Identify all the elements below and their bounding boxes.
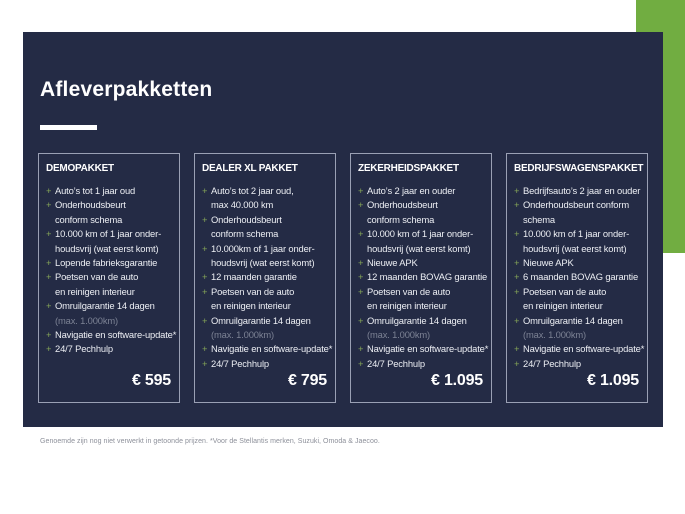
feature-text: 10.000 km of 1 jaar onder- houdsvrij (wat eerst komt) — [367, 228, 474, 254]
feature-text: Poetsen van de auto en reinigen interieur — [211, 285, 295, 312]
plus-bullet-icon: + — [202, 285, 208, 297]
feature-item — [358, 256, 484, 270]
plus-bullet-icon: + — [202, 343, 208, 355]
package-card — [506, 153, 648, 403]
feature-item — [202, 314, 328, 343]
feature-text: 24/7 Pechhulp — [211, 357, 269, 369]
package-price: € 595 — [131, 372, 171, 389]
feature-text: Poetsen van de auto en reinigen interieur — [367, 285, 451, 312]
feature-text: 12 maanden BOVAG garantie — [367, 271, 488, 283]
feature-item — [514, 256, 640, 270]
plus-bullet-icon: + — [46, 300, 52, 312]
feature-text: Lopende fabrieksgarantie — [55, 257, 158, 269]
plus-bullet-icon: + — [202, 213, 208, 225]
feature-text: 10.000 km of 1 jaar onder- houdsvrij (wat eerst komt) — [55, 228, 162, 254]
feature-text: Omruilgarantie 14 dagen (max. 1.000km) — [523, 314, 623, 341]
package-card — [38, 153, 180, 403]
feature-item — [358, 198, 484, 227]
feature-item — [46, 227, 172, 256]
feature-item — [514, 227, 640, 256]
package-title: BEDRIJFSWAGENSPAKKET — [514, 163, 644, 174]
feature-item — [202, 184, 328, 213]
feature-text: Omruilgarantie 14 dagen (max. 1.000km) — [367, 314, 467, 341]
plus-bullet-icon: + — [514, 228, 520, 240]
package-card — [350, 153, 492, 403]
plus-bullet-icon: + — [202, 357, 208, 369]
feature-item — [358, 314, 484, 343]
plus-bullet-icon: + — [514, 285, 520, 297]
feature-item — [46, 342, 172, 356]
feature-text: Onderhoudsbeurt conform schema — [367, 199, 438, 225]
plus-bullet-icon: + — [358, 314, 364, 326]
page-title: Afleverpakketten — [40, 78, 213, 101]
package-price: € 1.095 — [431, 372, 483, 389]
feature-text: 24/7 Pechhulp — [55, 343, 113, 355]
plus-bullet-icon: + — [358, 285, 364, 297]
feature-item — [514, 184, 640, 198]
feature-item — [46, 328, 177, 342]
plus-bullet-icon: + — [358, 185, 364, 196]
feature-item — [514, 357, 640, 371]
package-title: ZEKERHEIDSPAKKET — [358, 163, 459, 174]
feature-text: Nieuwe APK — [367, 257, 418, 269]
package-feature-list — [46, 184, 177, 357]
feature-text: Navigatie en software-update* — [523, 343, 645, 355]
feature-text: Onderhoudsbeurt conform schema — [211, 213, 282, 240]
plus-bullet-icon: + — [46, 185, 52, 196]
plus-bullet-icon: + — [358, 357, 364, 369]
feature-item — [514, 270, 640, 284]
plus-bullet-icon: + — [514, 185, 520, 196]
feature-item — [358, 285, 484, 314]
feature-text: 24/7 Pechhulp — [523, 357, 581, 369]
feature-text: Onderhoudsbeurt conform schema — [55, 199, 126, 225]
feature-item — [358, 184, 484, 198]
feature-item — [202, 270, 328, 284]
packages-row — [38, 153, 648, 403]
feature-text: 24/7 Pechhulp — [367, 357, 425, 369]
plus-bullet-icon: + — [46, 271, 52, 283]
feature-item — [46, 299, 172, 328]
feature-text: Omruilgarantie 14 dagen (max. 1.000km) — [55, 300, 155, 326]
plus-bullet-icon: + — [514, 357, 520, 369]
plus-bullet-icon: + — [46, 199, 52, 211]
plus-bullet-icon: + — [46, 343, 52, 355]
slide-panel — [23, 32, 663, 427]
feature-item — [358, 227, 484, 256]
plus-bullet-icon: + — [514, 257, 520, 269]
feature-item — [202, 342, 333, 356]
plus-bullet-icon: + — [46, 228, 52, 240]
package-title: DEMOPAKKET — [46, 163, 114, 174]
feature-text: Auto’s tot 2 jaar oud, max 40.000 km — [211, 185, 294, 211]
feature-text: Poetsen van de auto en reinigen interieur — [523, 285, 607, 312]
feature-text: 12 maanden garantie — [211, 271, 297, 283]
package-price: € 1.095 — [587, 372, 639, 389]
feature-item — [514, 314, 640, 343]
plus-bullet-icon: + — [514, 271, 520, 283]
feature-text: Bedrijfsauto’s 2 jaar en ouder — [523, 185, 641, 196]
package-price: € 795 — [287, 372, 327, 389]
feature-item — [46, 198, 172, 227]
feature-text: Auto’s tot 1 jaar oud — [55, 185, 136, 196]
plus-bullet-icon: + — [358, 343, 364, 355]
feature-item — [202, 357, 328, 371]
plus-bullet-icon: + — [358, 199, 364, 211]
feature-text: Navigatie en software-update* — [55, 329, 177, 341]
feature-text: Navigatie en software-update* — [211, 343, 333, 355]
feature-text: 10.000 km of 1 jaar onder- houdsvrij (wat eerst komt) — [523, 228, 630, 254]
plus-bullet-icon: + — [358, 271, 364, 283]
feature-text: 10.000km of 1 jaar onder- houdsvrij (wat eerst komt) — [211, 242, 315, 269]
feature-text: Omruilgarantie 14 dagen (max. 1.000km) — [211, 314, 311, 341]
plus-bullet-icon: + — [358, 257, 364, 269]
feature-item — [358, 357, 484, 371]
feature-item — [46, 184, 172, 198]
footnote-text: Genoemde zijn nog niet verwerkt in getoonde prijzen. *Voor de Stellantis merken, Suzuki, Omoda & Jaecoo. — [40, 438, 380, 445]
plus-bullet-icon: + — [202, 271, 208, 283]
package-feature-list — [358, 184, 489, 371]
feature-item — [202, 242, 328, 271]
feature-item — [358, 270, 488, 284]
feature-text: Nieuwe APK — [523, 257, 574, 269]
plus-bullet-icon: + — [202, 185, 208, 196]
feature-text: Navigatie en software-update* — [367, 343, 489, 355]
plus-bullet-icon: + — [202, 314, 208, 326]
package-title: DEALER XL PAKKET — [202, 163, 298, 174]
feature-item — [46, 270, 172, 299]
feature-text: Poetsen van de auto en reinigen interieur — [55, 271, 139, 297]
feature-item — [358, 342, 489, 356]
plus-bullet-icon: + — [514, 343, 520, 355]
title-underline — [40, 125, 97, 130]
plus-bullet-icon: + — [46, 257, 52, 269]
feature-item — [202, 213, 328, 242]
package-feature-list — [514, 184, 645, 371]
feature-item — [514, 198, 640, 227]
package-card — [194, 153, 336, 403]
feature-item — [514, 342, 645, 356]
package-feature-list — [202, 184, 333, 371]
plus-bullet-icon: + — [358, 228, 364, 240]
feature-text: 6 maanden BOVAG garantie — [523, 271, 639, 283]
feature-item — [202, 285, 328, 314]
feature-item — [46, 256, 172, 270]
plus-bullet-icon: + — [514, 314, 520, 326]
plus-bullet-icon: + — [46, 329, 52, 341]
plus-bullet-icon: + — [514, 199, 520, 211]
feature-text: Onderhoudsbeurt conform schema — [523, 199, 629, 225]
plus-bullet-icon: + — [202, 242, 208, 254]
feature-text: Auto’s 2 jaar en ouder — [367, 185, 456, 196]
feature-item — [514, 285, 640, 314]
